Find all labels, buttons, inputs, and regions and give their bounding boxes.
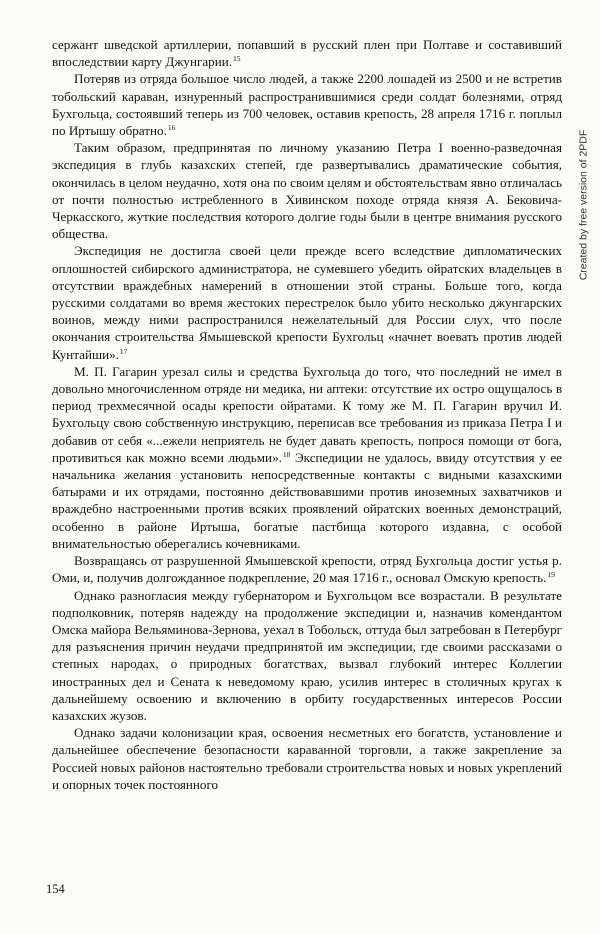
page-number: 154 bbox=[46, 882, 65, 896]
paragraph-3: Таким образом, предпринятая по личному указанию Петра I военно-разведочная экспедиция в глубь казахских степей, где развертывались драматические события, окончилась в целом неудачно, хотя она по своим целям и обстоятельствам явно отличалась от почти полностью истребленного в Хивинском походе отряда князя А. Бековича-Черкасского, жуткие последствия которого долгие годы были в центре внимания русского общества. bbox=[52, 140, 562, 242]
watermark bbox=[576, 62, 590, 348]
footnote-ref-17[interactable]: 17 bbox=[119, 346, 128, 356]
paragraph-1: сержант шведской артиллерии, попавший в русский плен при Полтаве и составивший впоследствии карту Джунгарии.$^{15}$ bbox=[52, 37, 562, 70]
paragraph-8: Однако задачи колонизации края, освоения несметных его богатств, установление и дальнейшее обеспечение безопасности караванной торговли, а также закрепление за Россией новых районов настоятельно требовали строительства новых и новых укреплений и опорных точек постоянного bbox=[52, 725, 562, 792]
paragraph-4: Экспедиция не достигла своей цели прежде всего вследствие дипломатических оплошностей сибирского администратора, не сумевшего убедить ойратских владельцев в отсутствии враждебных намерений в отношении этой страны. Больше того, когда русскими солдатами во время жестоких перестрелок было убито несколько джунгарских воинов, между ними распространился нежелательный для России слух, что после окончания строительства Ямышевской крепости Бухгольц «начнет воевать против людей Кунтайши».$^{17}$ bbox=[52, 243, 562, 362]
page-body bbox=[52, 36, 562, 793]
footnote-ref-19[interactable]: 19 bbox=[547, 570, 555, 580]
paragraph-2: Потеряв из отряда большое число людей, а также 2200 лошадей из 2500 и не встретив тобольский караван, изнуренный распространившимися среди солдат болезнями, отряд Бухгольца, состоявший теперь из 700 человек, оставив крепость, 28 апреля 1716 г. поплыл по Иртышу обратно.$^{16}$ bbox=[52, 71, 562, 139]
watermark-text: Created by free version of 2PDF bbox=[577, 129, 590, 281]
footnote-ref-16[interactable]: 16 bbox=[167, 123, 176, 133]
paragraph-5: М. П. Гагарин урезал силы и средства Бухгольца до того, что последний не имел в довольно многочисленном отряде ни медика, ни аптеки: отсутствие их остро ощущалось в период трехмесячной осады крепости ойратами. К тому же М. П. Гагарин вручил И. Бухгольцу свою собственную инструкцию, переписав все требования из приказа Петра I и добавив от себя «...ежели неприятель не будет давать крепость, попрося помощи от бога, противиться как можно всеми людьми».$^{18}$ Экспедиции не удалось, ввиду отсутствия у ее начальника желания установить непосредственные контакты с видными казахскими батырами и их отрядами, постоянно действовавшими против иноземных захватчиков и враждебно настроенными против всяких проявлений ойратских военных демонстраций, особенно в районе Иртыша, богатые пастбища которого издавна, с особой внимательностью оберегались кочевниками. bbox=[52, 363, 562, 551]
footnote-ref-18[interactable]: 18 bbox=[282, 449, 291, 459]
paragraph-6: Возвращаясь от разрушенной Ямышевской крепости, отряд Бухгольца достиг устья р. Оми, и, получив долгожданное подкрепление, 20 мая 1716 г., основал Омскую крепость.$^{19}$ bbox=[52, 553, 562, 586]
paragraph-7: Однако разногласия между губернатором и Бухгольцом все возрастали. В результате подполковник, потеряв надежду на продолжение экспедиции и, назначив комендантом Омска майора Вельяминова-Зернова, уехал в Тобольск, оттуда был затребован в Петербург для разъяснения причин неудачи предпринятой им экспедиции, где своими рассказами о степных народах, о природных богатствах, вызвал глубокий интерес Коллегии иностранных дел и Сената к неведомому краю, усилив интерес в столичных кругах к дальнейшему освоению и включению в орбиту государственных интересов России казахских жузов. bbox=[52, 587, 562, 723]
footnote-ref-15[interactable]: 15 bbox=[232, 54, 241, 64]
